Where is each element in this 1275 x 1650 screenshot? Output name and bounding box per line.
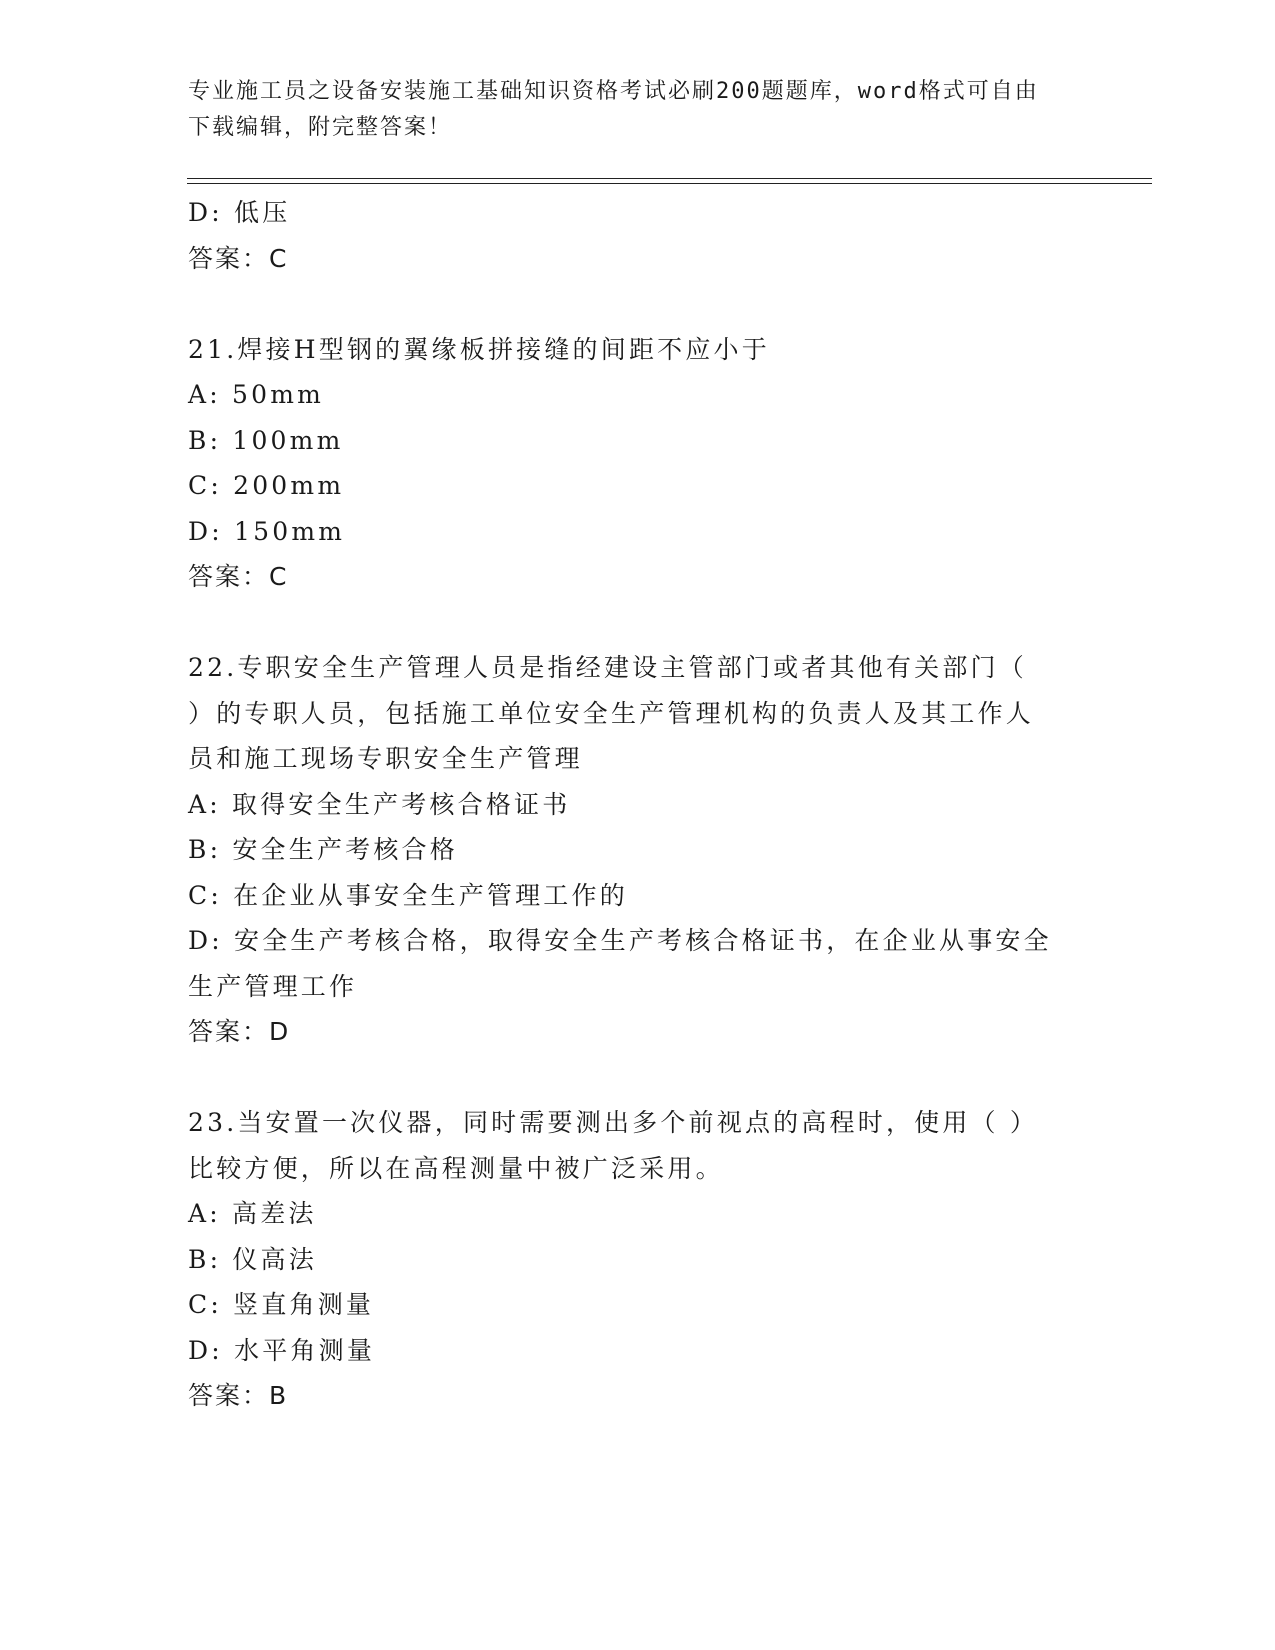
option-d: D: 低压 [188,198,291,227]
question-stem-line-3: 员和施工现场专职安全生产管理 [188,744,583,773]
answer-line: 答案：C [188,243,289,273]
question-stem-line-1: 22.专职安全生产管理人员是指经建设主管部门或者其他有关部门（ [188,653,1027,682]
option-c: C: 竖直角测量 [188,1290,375,1319]
question-stem-line-2: 比较方便，所以在高程测量中被广泛采用。 [188,1153,724,1183]
question-stem-line-1: 23.当安置一次仪器，同时需要测出多个前视点的高程时，使用（ ） [188,1108,1039,1137]
header-line-2: 下载编辑，附完整答案！ [188,115,453,140]
spacer [188,281,1088,327]
question-stem-line-2: ）的专职人员，包括施工单位安全生产管理机构的负责人及其工作人 [188,698,1035,728]
header-divider-bottom [187,183,1152,184]
option-c: C: 在企业从事安全生产管理工作的 [188,880,628,910]
spacer [188,600,1088,646]
option-d: D: 150mm [188,516,346,546]
question-block-21 [188,327,1088,600]
answer-line: 答案：C [188,562,289,591]
question-content [188,190,1088,1419]
option-a: A: 50mm [188,380,325,409]
option-a: A: 高差法 [188,1199,317,1228]
option-b: B: 安全生产考核合格 [188,835,458,864]
option-a: A: 取得安全生产考核合格证书 [188,789,571,819]
option-d-continued: 生产管理工作 [188,971,358,1001]
question-stem: 21.焊接H型钢的翼缘板拼接缝的间距不应小于 [188,334,770,364]
option-b: B: 仪高法 [188,1244,317,1274]
header-divider-top [187,178,1152,179]
question-block-22 [188,645,1088,1055]
option-d: D: 安全生产考核合格，取得安全生产考核合格证书，在企业从事安全 [188,926,1052,955]
answer-line: 答案：B [188,1381,289,1410]
answer-line: 答案：D [188,1017,291,1046]
header-line-1: 专业施工员之设备安装施工基础知识资格考试必刷200题题库，word格式可自由 [188,79,1039,104]
option-c: C: 200mm [188,471,345,500]
document-header [188,74,1088,146]
question-block-23 [188,1100,1088,1419]
option-b: B: 100mm [188,425,344,455]
option-d: D: 水平角测量 [188,1335,376,1365]
spacer [188,1055,1088,1101]
